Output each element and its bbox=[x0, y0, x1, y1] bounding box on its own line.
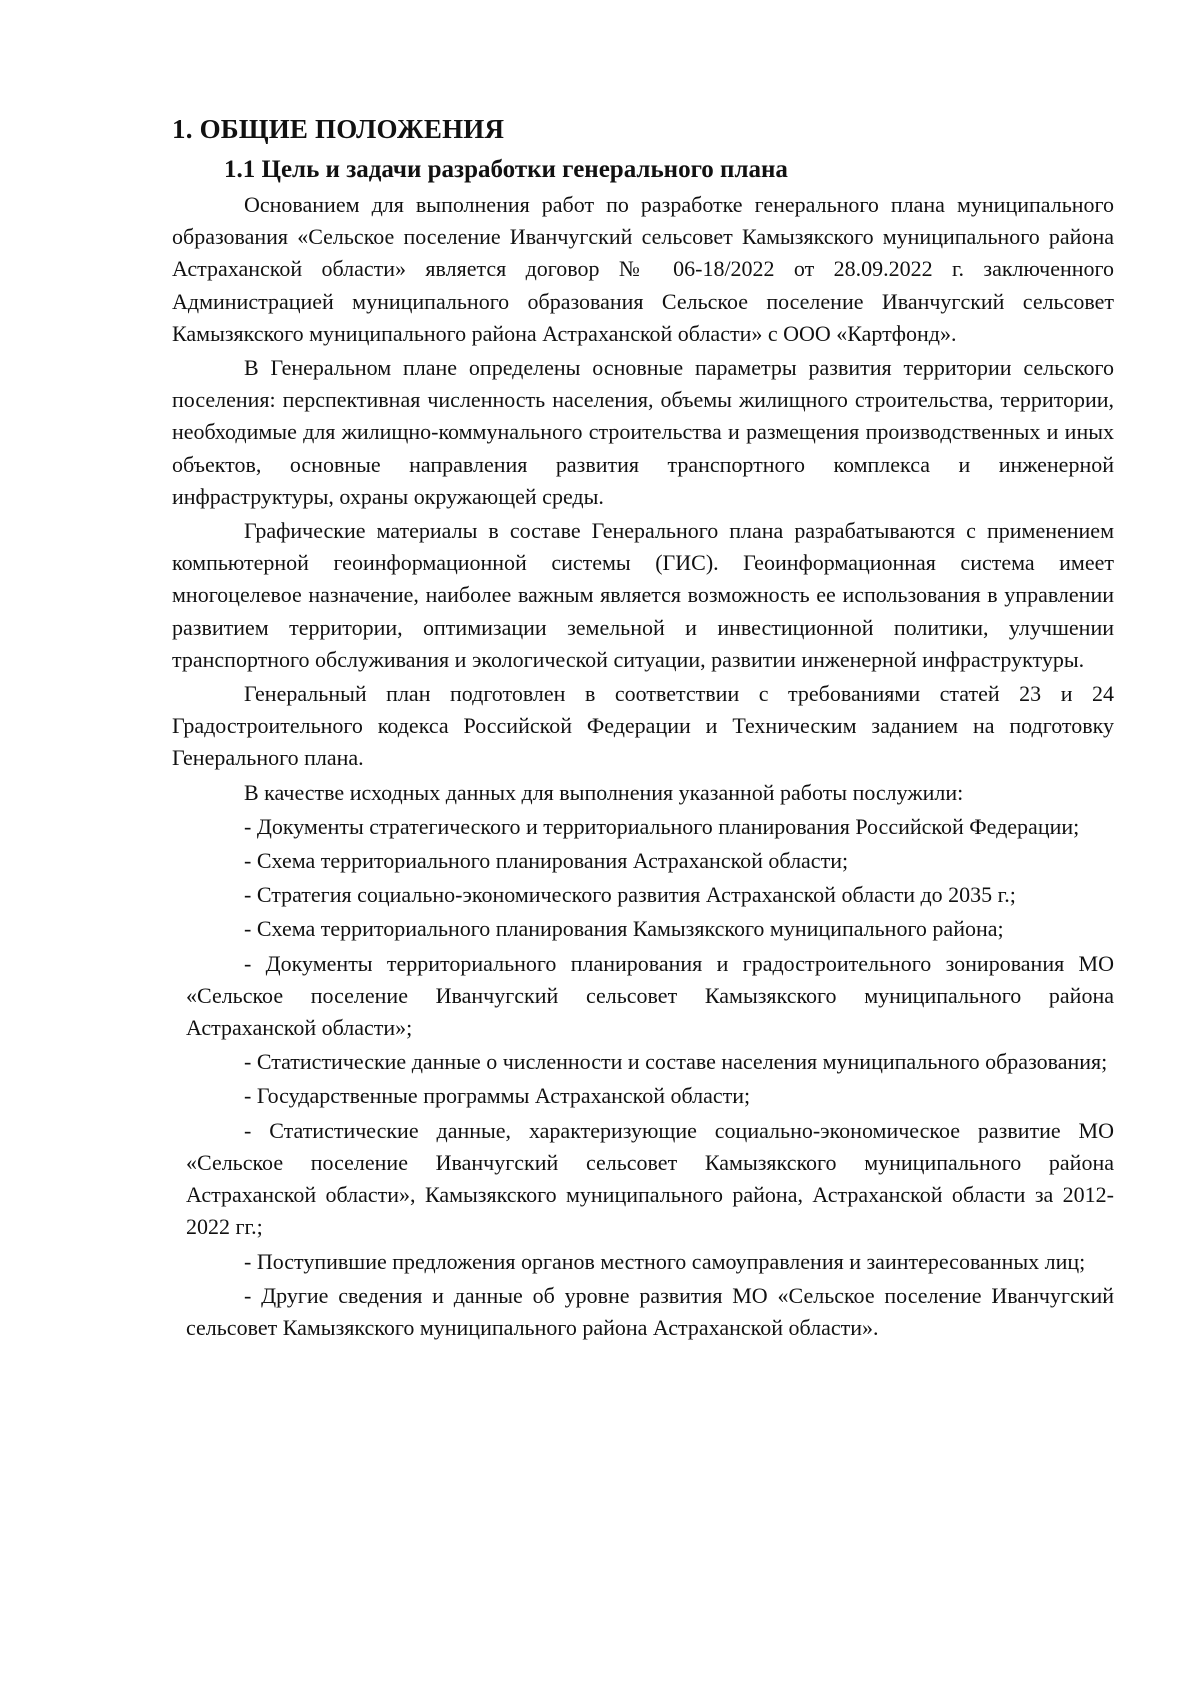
list-item: - Статистические данные, характеризующие социально-экономическое развитие МО «Сельское поселение Иванчугский сельсовет Камызякского муниципального района Астраханской области», Камызякского муниципального района, Астраханской области за 2012-2022 гг.; bbox=[186, 1117, 1114, 1240]
list-item: - Поступившие предложения органов местного самоуправления и заинтересованных лиц; bbox=[244, 1248, 1086, 1274]
paragraph-source-data-intro: В качестве исходных данных для выполнения указанной работы послужили: bbox=[244, 779, 964, 805]
paragraph-parameters: В Генеральном плане определены основные параметры развития территории сельского поселения: перспективная численность населения, объемы жилищного строительства, территории, необходимые для жилищно-коммунального строительства и размещения производственных и иных объектов, основные направления развития транспортного комплекса и инженерной инфраструктуры, охраны окружающей среды. bbox=[172, 355, 1114, 509]
list-item: - Государственные программы Астраханской области; bbox=[244, 1083, 751, 1109]
paragraph-basis: Основанием для выполнения работ по разработке генерального плана муниципального образования «Сельское поселение Иванчугский сельсовет Камызякского муниципального района Астраханской области» является договор № 06-18/2022 от 28.09.2022 г. заключенного Администрацией муниципального образования Сельское поселение Иванчугский сельсовет Камызякского муниципального района Астраханской области» с ООО «Картфонд». bbox=[172, 192, 1114, 346]
list-item: - Схема территориального планирования Астраханской области; bbox=[244, 848, 849, 874]
source-data-list bbox=[172, 811, 1114, 1344]
list-item: - Схема территориального планирования Камызякского муниципального района; bbox=[244, 916, 1004, 942]
list-item: - Документы территориального планирования и градостроительного зонирования МО «Сельское поселение Иванчугский сельсовет Камызякского муниципального района Астраханской области»; bbox=[186, 950, 1114, 1041]
subsection-heading: 1.1 Цель и задачи разработки генерального плана bbox=[224, 156, 788, 183]
list-item: - Статистические данные о численности и составе населения муниципального образования; bbox=[244, 1049, 1108, 1075]
section-heading: 1. ОБЩИЕ ПОЛОЖЕНИЯ bbox=[172, 114, 505, 144]
list-item: - Другие сведения и данные об уровне развития МО «Сельское поселение Иванчугский сельсовет Камызякского муниципального района Астраханской области». bbox=[186, 1282, 1114, 1340]
list-item: - Документы стратегического и территориального планирования Российской Федерации; bbox=[244, 813, 1080, 839]
document-body bbox=[172, 112, 1114, 1346]
list-item: - Стратегия социально-экономического развития Астраханской области до 2035 г.; bbox=[244, 882, 1016, 908]
paragraph-gis: Графические материалы в составе Генерального плана разрабатываются с применением компьютерной геоинформационной системы (ГИС). Геоинформационная система имеет многоцелевое назначение, наиболее важным является возможность ее использования в управлении развитием территории, оптимизации земельной и инвестиционной политики, улучшении транспортного обслуживания и экологической ситуации, развитии инженерной инфраструктуры. bbox=[172, 518, 1114, 672]
paragraph-compliance: Генеральный план подготовлен в соответствии с требованиями статей 23 и 24 Градостроительного кодекса Российской Федерации и Техническим заданием на подготовку Генерального плана. bbox=[172, 681, 1114, 771]
